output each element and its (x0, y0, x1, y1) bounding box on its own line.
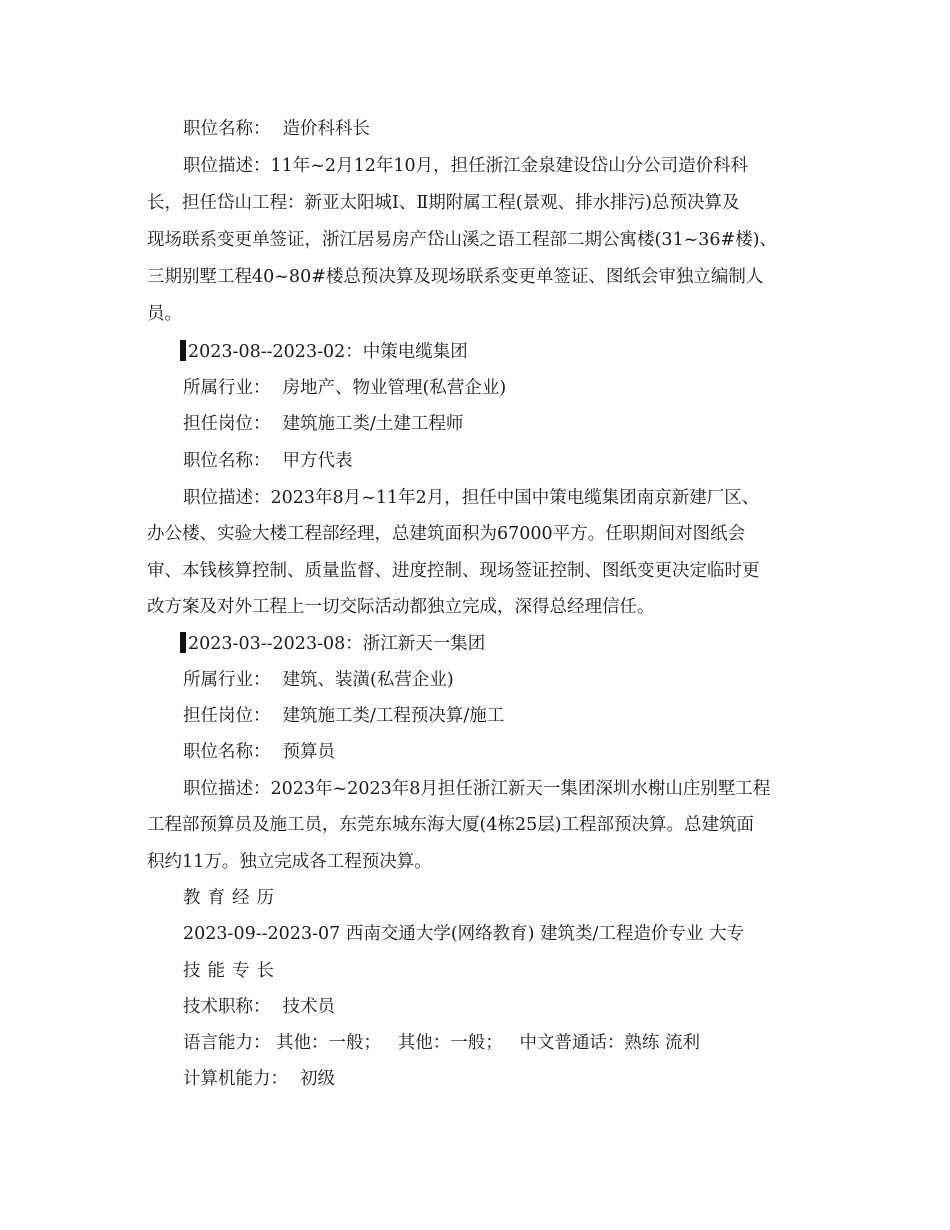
language-ability-row: 语言能力： 其他：一般； 其他：一般； 中文普通话：熟练 流利 (183, 1033, 700, 1053)
computer-ability-value: 初级 (300, 1069, 335, 1089)
job1-position-row (183, 413, 463, 435)
section-bar-icon (180, 632, 186, 653)
prev-job-desc-line: 长，担任岱山工程：新亚太阳城Ⅰ、Ⅱ期附属工程(景观、排水排污)总预决算及 (147, 193, 740, 213)
job1-industry-label: 所属行业： (183, 378, 271, 398)
job1-title-label: 职位名称： (183, 451, 271, 471)
job2-header-text: 2023-03--2023-08：浙江新天一集团 (188, 634, 486, 654)
prev-job-desc-line: 三期别墅工程40~80#楼总预决算及现场联系变更单签证、图纸会审独立编制人 (147, 267, 764, 287)
job2-desc-line: 积约11万。独立完成各工程预决算。 (147, 852, 432, 872)
prev-job-desc-line: 现场联系变更单签证，浙江居易房产岱山溪之语工程部二期公寓楼(31~36#楼)、 (147, 230, 778, 250)
job2-industry-row (183, 669, 454, 691)
prev-job-title-row (183, 118, 370, 140)
education-heading: 教育经历 (183, 888, 281, 908)
job2-industry-label: 所属行业： (183, 670, 271, 690)
job2-title-row (183, 741, 335, 763)
job1-industry-value: 房地产、物业管理(私营企业) (282, 378, 507, 398)
job2-header (180, 632, 485, 655)
tech-title-row (183, 996, 335, 1018)
job1-position-value: 建筑施工类/土建工程师 (282, 414, 464, 434)
job2-industry-value: 建筑、装潢(私营企业) (282, 670, 454, 690)
job1-position-label: 担任岗位： (183, 414, 271, 434)
job1-title-value: 甲方代表 (282, 451, 353, 471)
tech-title-value: 技术员 (282, 997, 335, 1017)
prev-job-desc-line: 员。 (147, 304, 182, 324)
job1-industry-row (183, 377, 506, 399)
education-entry: 2023-09--2023-07 西南交通大学(网络教育) 建筑类/工程造价专业 大专 (183, 924, 744, 944)
job2-title-value: 预算员 (282, 742, 335, 762)
job1-header (180, 340, 468, 363)
job1-desc-line: 办公楼、实验大楼工程部经理，总建筑面积为67000平方。任职期间对图纸会 (147, 524, 746, 544)
section-bar-icon (180, 340, 186, 361)
job2-desc-line: 工程部预算员及施工员，东莞东城东海大厦(4栋25层)工程部预决算。总建筑面 (147, 815, 755, 835)
computer-ability-label: 计算机能力： (183, 1069, 288, 1089)
prev-job-title-label: 职位名称： (183, 119, 271, 139)
job1-title-row (183, 450, 353, 472)
prev-job-desc-line: 职位描述：11年~2月12年10月，担任浙江金泉建设岱山分公司造价科科 (183, 156, 749, 176)
job2-position-row (183, 705, 504, 727)
job1-desc-line: 改方案及对外工程上一切交际活动都独立完成，深得总经理信任。 (147, 597, 655, 617)
computer-ability-row (183, 1068, 335, 1090)
job1-desc-line: 审、本钱核算控制、质量监督、进度控制、现场签证控制、图纸变更决定临时更 (147, 561, 760, 581)
skills-heading: 技能专长 (183, 961, 281, 981)
job2-desc-line: 职位描述：2023年~2023年8月担任浙江新天一集团深圳水榭山庄别墅工程 (183, 779, 771, 799)
job1-desc-line: 职位描述：2023年8月~11年2月，担任中国中策电缆集团南京新建厂区、 (183, 488, 760, 508)
job1-header-text: 2023-08--2023-02：中策电缆集团 (188, 342, 468, 362)
tech-title-label: 技术职称： (183, 997, 271, 1017)
job2-position-label: 担任岗位： (183, 706, 271, 726)
job2-position-value: 建筑施工类/工程预决算/施工 (282, 706, 505, 726)
prev-job-title-value: 造价科科长 (282, 119, 370, 139)
job2-title-label: 职位名称： (183, 742, 271, 762)
